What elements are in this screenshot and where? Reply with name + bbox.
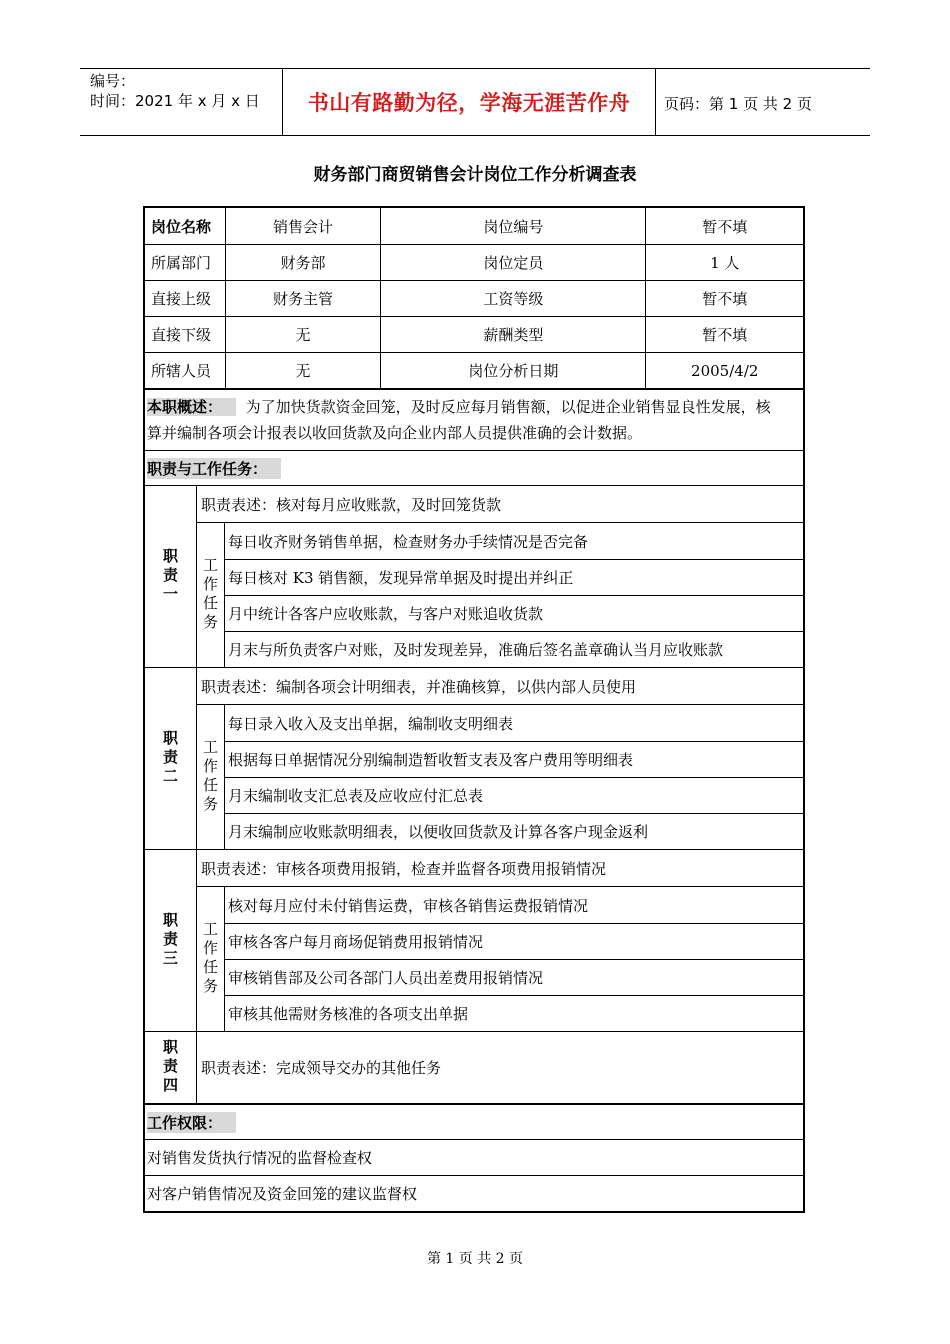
info-label: 工资等级 bbox=[380, 281, 645, 316]
task-item: 月中统计各客户应收账款，与客户对账追收货款 bbox=[225, 595, 803, 631]
info-label: 薪酬类型 bbox=[380, 317, 645, 352]
power-item: 对销售发货执行情况的监督检查权 bbox=[145, 1139, 803, 1175]
info-label: 岗位编号 bbox=[380, 208, 645, 244]
info-row bbox=[145, 280, 803, 316]
summary-text: 为了加快货款资金回笼，及时反应每月销售额，以促进企业销售显良性发展，核算并编制各项会计报表以收回货款及向企业内部人员提供准确的会计数据。 bbox=[147, 398, 771, 442]
powers-heading-row bbox=[145, 1103, 803, 1139]
duty-name: 职责三 bbox=[145, 850, 197, 1031]
info-value: 财务部 bbox=[225, 245, 381, 280]
info-value: 财务主管 bbox=[225, 281, 381, 316]
info-label: 岗位名称 bbox=[151, 217, 212, 236]
info-label: 岗位分析日期 bbox=[380, 353, 645, 388]
task-item: 根据每日单据情况分别编制造暂收暂支表及客户费用等明细表 bbox=[225, 741, 803, 777]
summary-label: 本职概述： bbox=[147, 398, 236, 416]
duty-block bbox=[145, 1031, 803, 1103]
info-row bbox=[145, 352, 803, 388]
duty-name: 职责二 bbox=[145, 668, 197, 849]
info-label: 岗位定员 bbox=[380, 245, 645, 280]
task-item: 月末与所负责客户对账，及时发现差异，准确后签名盖章确认当月应收账款 bbox=[225, 631, 803, 667]
info-value: 暂不填 bbox=[645, 281, 803, 316]
page-info: 页码：第 1 页 共 2 页 bbox=[664, 95, 812, 113]
task-label: 工作任务 bbox=[197, 705, 225, 849]
power-item: 对客户销售情况及资金回笼的建议监督权 bbox=[145, 1175, 803, 1211]
task-label: 工作任务 bbox=[197, 887, 225, 1031]
page-header bbox=[80, 68, 870, 136]
job-analysis-table bbox=[143, 206, 805, 1213]
task-item: 审核销售部及公司各部门人员出差费用报销情况 bbox=[225, 959, 803, 995]
info-value: 2005/4/2 bbox=[645, 353, 803, 388]
powers-heading: 工作权限： bbox=[145, 1105, 236, 1139]
duty-description: 职责表述：完成领导交办的其他任务 bbox=[201, 1059, 442, 1077]
info-row bbox=[145, 208, 803, 244]
page-footer: 第 1 页 共 2 页 bbox=[426, 1251, 524, 1267]
task-item: 核对每月应付未付销售运费，审核各销售运费报销情况 bbox=[228, 896, 589, 915]
duty-name: 职责四 bbox=[145, 1032, 197, 1103]
duty-description: 职责表述：编制各项会计明细表，并准确核算，以供内部人员使用 bbox=[201, 677, 637, 696]
duty-description: 职责表述：审核各项费用报销，检查并监督各项费用报销情况 bbox=[201, 859, 607, 878]
task-item: 月末编制应收账款明细表，以便收回货款及计算各客户现金返利 bbox=[225, 813, 803, 849]
document-title: 财务部门商贸销售会计岗位工作分析调查表 bbox=[313, 165, 637, 185]
info-value: 暂不填 bbox=[645, 317, 803, 352]
info-row bbox=[145, 244, 803, 280]
info-label: 所属部门 bbox=[151, 254, 212, 272]
duties-heading: 职责与工作任务： bbox=[145, 451, 281, 485]
task-item: 每日录入收入及支出单据，编制收支明细表 bbox=[228, 714, 514, 733]
duty-name: 职责一 bbox=[145, 486, 197, 667]
task-item: 每日收齐财务销售单据，检查财务办手续情况是否完备 bbox=[228, 532, 589, 551]
info-value: 无 bbox=[225, 317, 381, 352]
info-value: 1 人 bbox=[645, 245, 803, 280]
info-label: 所辖人员 bbox=[151, 362, 212, 380]
info-label: 直接上级 bbox=[151, 290, 212, 308]
number-label: 编号： bbox=[90, 72, 136, 90]
task-item: 审核其他需财务核准的各项支出单据 bbox=[225, 995, 803, 1031]
duty-block bbox=[145, 667, 803, 849]
duties-heading-row bbox=[145, 450, 803, 485]
duty-block bbox=[145, 485, 803, 667]
duty-description: 职责表述：核对每月应收账款，及时回笼货款 bbox=[201, 495, 502, 514]
task-item: 月末编制收支汇总表及应收应付汇总表 bbox=[225, 777, 803, 813]
task-item: 审核各客户每月商场促销费用报销情况 bbox=[225, 923, 803, 959]
summary-row bbox=[145, 388, 803, 450]
info-value: 暂不填 bbox=[645, 208, 803, 244]
info-value: 无 bbox=[225, 353, 381, 388]
task-label: 工作任务 bbox=[197, 523, 225, 667]
header-meta bbox=[90, 71, 260, 111]
task-item: 每日核对 K3 销售额，发现异常单据及时提出并纠正 bbox=[225, 559, 803, 595]
motto: 书山有路勤为径，学海无涯苦作舟 bbox=[282, 69, 656, 135]
time-label: 时间：2021 年 x 月 x 日 bbox=[90, 92, 260, 110]
info-label: 直接下级 bbox=[151, 326, 212, 344]
duty-block bbox=[145, 849, 803, 1031]
info-value: 销售会计 bbox=[225, 208, 381, 244]
job-summary bbox=[145, 390, 803, 450]
info-row bbox=[145, 316, 803, 352]
